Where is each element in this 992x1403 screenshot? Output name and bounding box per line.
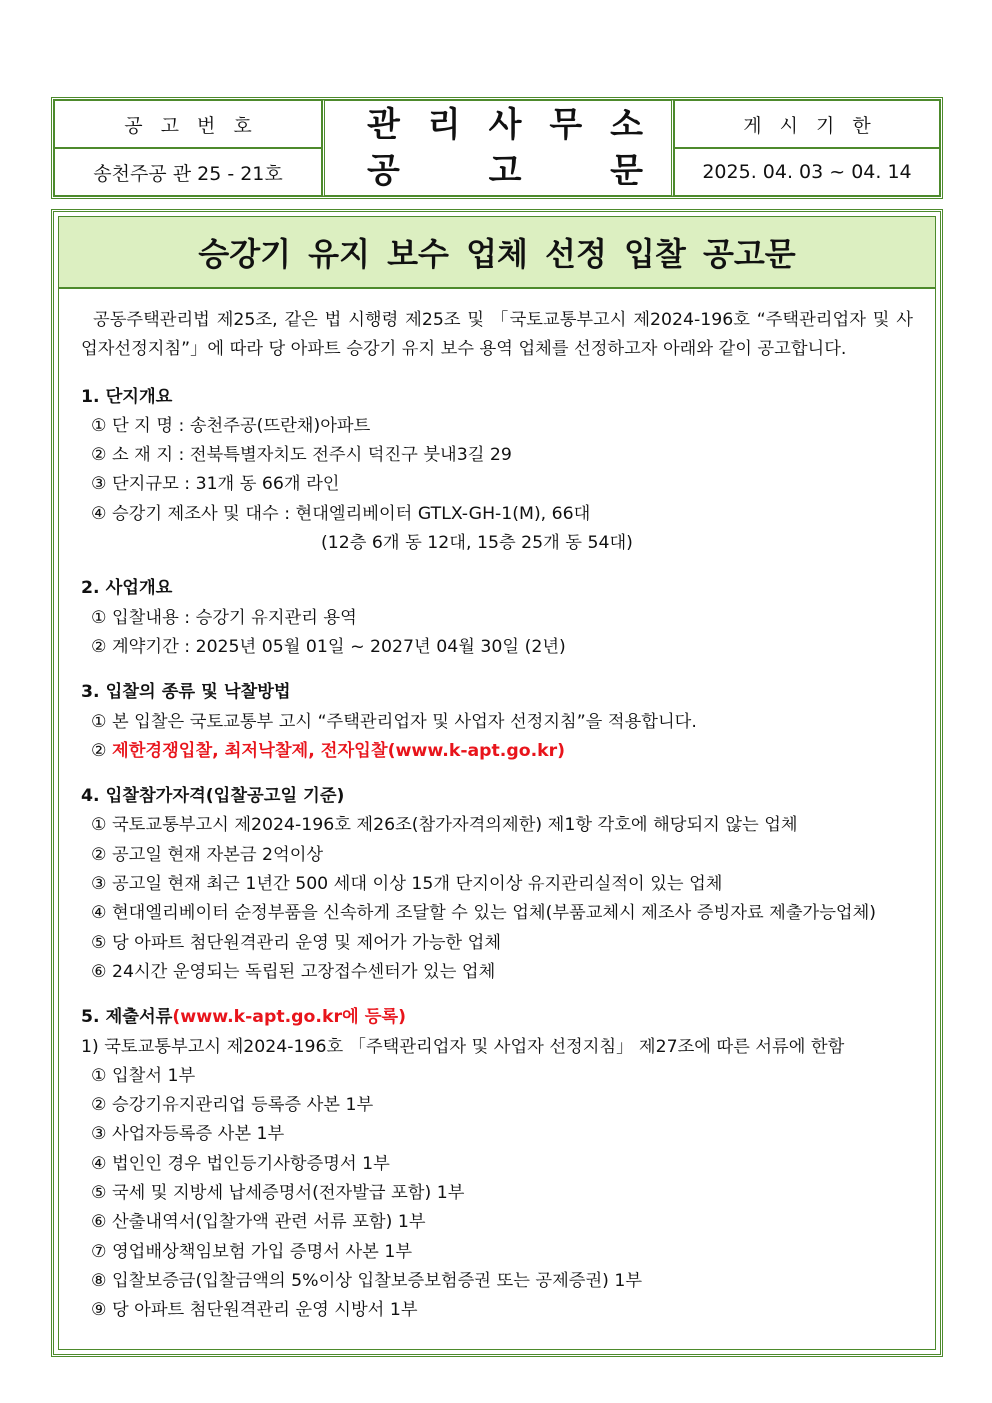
submission-site-highlight: (www.k-apt.go.kr에 등록): [172, 1007, 406, 1028]
office-title: [322, 100, 674, 196]
list-item: ⑥ 산출내역서(입찰가액 관련 서류 포함) 1부: [91, 1212, 426, 1233]
list-item: ⑥ 24시간 운영되는 독립된 고장접수센터가 있는 업체: [91, 961, 496, 982]
list-item: ① 단 지 명 : 송천주공(뜨란채)아파트: [91, 415, 371, 436]
posting-period-label: 게시기한: [674, 100, 940, 148]
section-title: [81, 1003, 913, 1032]
list-item: ③ 공고일 현재 최근 1년간 500 세대 이상 15개 단지이상 유지관리실적이 있는 업체: [91, 874, 723, 895]
section-title: 4. 입찰참가자격(입찰공고일 기준): [81, 786, 345, 807]
title-char: 사: [488, 105, 522, 145]
list-item: ⑦ 영업배상책임보험 가입 증명서 사본 1부: [91, 1241, 413, 1262]
list-item: [81, 737, 913, 766]
office-title-line1: [367, 102, 643, 148]
list-item-continuation: (12층 6개 동 12대, 15층 25개 동 54대): [321, 533, 633, 554]
notice-header: [51, 97, 943, 199]
list-marker: ②: [91, 740, 112, 761]
title-char: 공: [367, 151, 400, 191]
posting-period-value: 2025. 04. 03 ~ 04. 14: [674, 148, 940, 196]
list-item: ② 승강기유지관리업 등록증 사본 1부: [91, 1095, 374, 1116]
title-char: 고: [488, 151, 522, 191]
notice-number-label: 공고번호: [54, 100, 322, 148]
office-title-line2: [367, 148, 643, 194]
notice-number-value: 송천주공 관 25 - 21호: [54, 148, 322, 196]
list-item: ④ 법인인 경우 법인등기사항증명서 1부: [91, 1153, 390, 1174]
notice-body: [51, 209, 943, 1357]
notice-title: 승강기 유지 보수 업체 선정 입찰 공고문: [58, 216, 936, 288]
title-char: 소: [610, 105, 643, 145]
list-item: ③ 사업자등록증 사본 1부: [91, 1124, 285, 1145]
list-item: ⑧ 입찰보증금(입찰금액의 5%이상 입찰보증보험증권 또는 공제증권) 1부: [91, 1270, 643, 1291]
section-title: 2. 사업개요: [81, 578, 173, 599]
title-char: 문: [610, 151, 643, 191]
title-char: 리: [427, 105, 461, 145]
section-title-text: 5. 제출서류: [81, 1007, 173, 1028]
list-item: ① 입찰서 1부: [91, 1065, 196, 1086]
title-char: 관: [367, 105, 400, 145]
list-item: ① 본 입찰은 국토교통부 고시 “주택관리업자 및 사업자 선정지침”을 적용합니다.: [91, 711, 697, 732]
notice-content: [58, 288, 936, 1350]
list-item: ④ 현대엘리베이터 순정부품을 신속하게 조달할 수 있는 업체(부품교체시 제조사 증빙자료 제출가능업체): [91, 903, 877, 924]
section-title: 1. 단지개요: [81, 386, 173, 407]
sub-heading: 1) 국토교통부고시 제2024-196호 「주택관리업자 및 사업자 선정지침」 제27조에 따른 서류에 한함: [81, 1036, 845, 1057]
list-item: ⑤ 당 아파트 첨단원격관리 운영 및 제어가 가능한 업체: [91, 932, 502, 953]
list-item: ④ 승강기 제조사 및 대수 : 현대엘리베이터 GTLX-GH-1(M), 66대: [91, 503, 591, 524]
list-item: ① 입찰내용 : 승강기 유지관리 용역: [91, 607, 357, 628]
bid-method-highlight: 제한경쟁입찰, 최저낙찰제, 전자입찰(www.k-apt.go.kr): [112, 740, 566, 761]
section-title: 3. 입찰의 종류 및 낙찰방법: [81, 682, 291, 703]
title-char: 무: [549, 105, 583, 145]
list-item: ② 공고일 현재 자본금 2억이상: [91, 844, 324, 865]
list-item: ② 계약기간 : 2025년 05월 01일 ~ 2027년 04월 30일 (2년): [91, 636, 566, 657]
list-item: ③ 단지규모 : 31개 동 66개 라인: [91, 474, 340, 495]
list-item: ⑤ 국세 및 지방세 납세증명서(전자발급 포함) 1부: [91, 1183, 465, 1204]
intro-paragraph: 공동주택관리법 제25조, 같은 법 시행령 제25조 및 「국토교통부고시 제2024-196호 “주택관리업자 및 사업자선정지침”」에 따라 당 아파트 승강기 유지 보수 용역 업체를 선정하고자 아래와 같이 공고합니다.: [81, 310, 913, 360]
list-item: ⑨ 당 아파트 첨단원격관리 운영 시방서 1부: [91, 1300, 418, 1321]
list-item: ② 소 재 지 : 전북특별자치도 전주시 덕진구 붓내3길 29: [91, 445, 512, 466]
list-item: ① 국토교통부고시 제2024-196호 제26조(참가자격의제한) 제1항 각호에 해당되지 않는 업체: [91, 815, 798, 836]
